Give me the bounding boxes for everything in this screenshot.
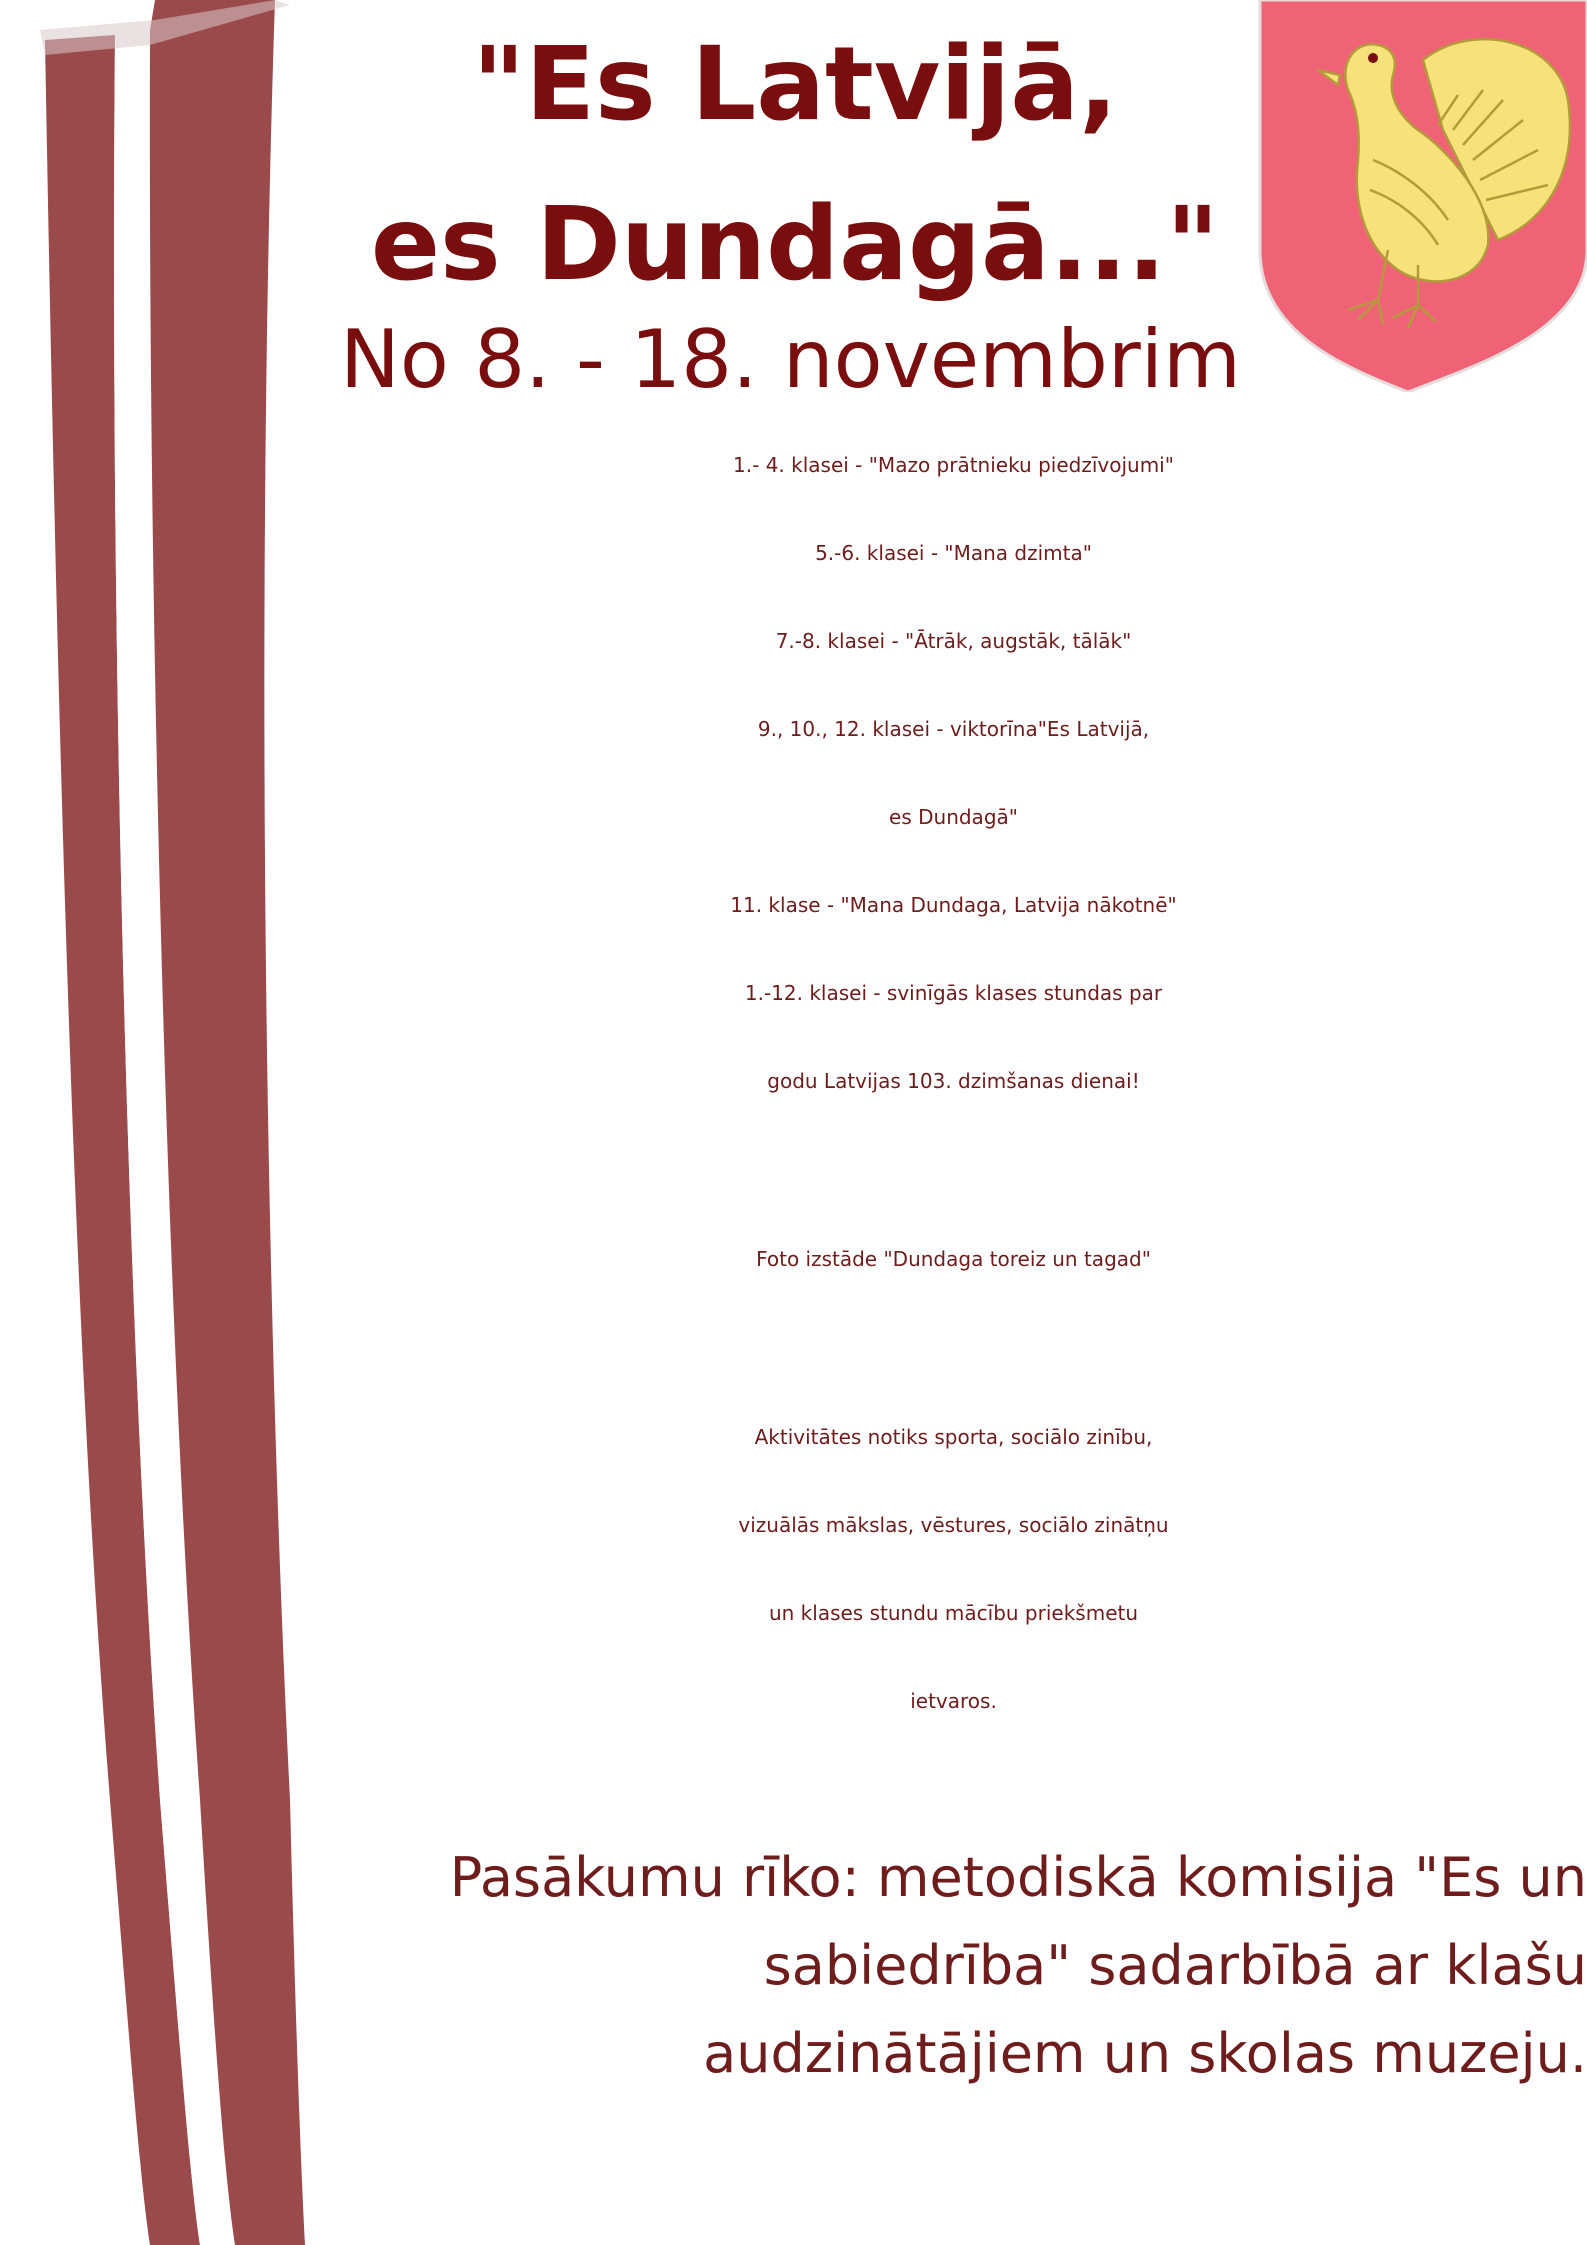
poster-content: [320, 0, 1587, 2245]
schedule-line: 11. klase - "Mana Dundaga, Latvija nākotnē": [730, 893, 1177, 917]
date-range: No 8. - 18. novembrim: [340, 313, 1241, 406]
photo-exhibition: Foto izstāde "Dundaga toreiz un tagad": [756, 1247, 1151, 1271]
organizer-line: sabiedrība" sadarbībā ar klašu: [763, 1934, 1587, 1997]
poster-title-line-2: es Dundagā...": [370, 185, 1220, 304]
activities-line: Aktivitātes notiks sporta, sociālo zinību,: [754, 1425, 1153, 1449]
activities-line: un klases stundu mācību priekšmetu: [768, 1601, 1139, 1625]
schedule-line: 5.-6. klasei - "Mana dzimta": [815, 541, 1092, 565]
activities-line: vizuālās mākslas, vēstures, sociālo zinātņu: [738, 1513, 1169, 1537]
schedule-line: godu Latvijas 103. dzimšanas dienai!: [767, 1069, 1140, 1093]
schedule-line: 7.-8. klasei - "Ātrāk, augstāk, tālāk": [775, 629, 1132, 653]
schedule-line: 9., 10., 12. klasei - viktorīna"Es Latvijā,: [757, 717, 1150, 741]
poster-title-line-1: "Es Latvijā,: [472, 25, 1118, 144]
latvian-flag-ribbon: [0, 0, 340, 2245]
activities-line: ietvaros.: [910, 1689, 997, 1713]
schedule-line: 1.-12. klasei - svinīgās klases stundas par: [744, 981, 1163, 1005]
schedule-line: es Dundagā": [889, 805, 1018, 829]
organizer-line: audzinātājiem un skolas muzeju.: [703, 2022, 1587, 2085]
schedule-line: 1.- 4. klasei - "Mazo prātnieku piedzīvojumi": [733, 453, 1174, 477]
organizer-line: Pasākumu rīko: metodiskā komisija "Es un: [449, 1846, 1587, 1909]
